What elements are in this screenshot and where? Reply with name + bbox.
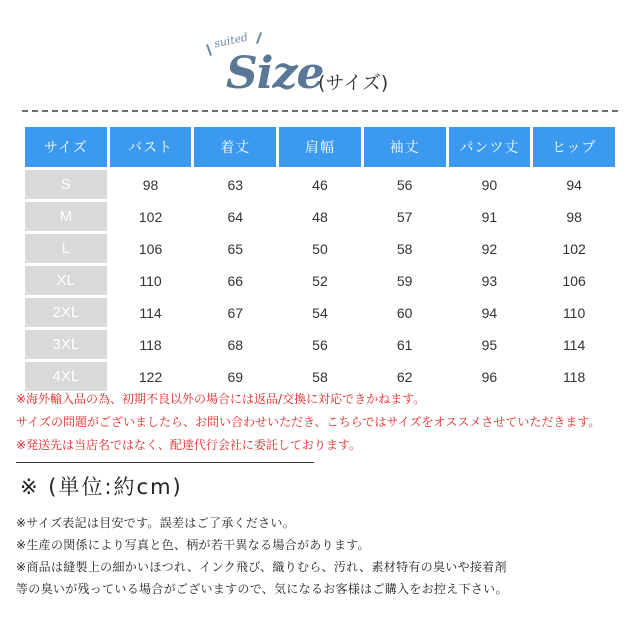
size-title: Size [226,48,324,99]
note-size-consultation: サイズの問題がございましたら、お問い合わせいただき、こちらではサイズをオススメさせていただきます。 [16,415,601,429]
table-cell: 102 [138,208,163,225]
table-cell: 56 [312,336,328,353]
size-cell: 2XL [25,298,107,327]
note-return-policy: ※海外輸入品の為、初期不良以外の場合には返品/交換に対応できかねます。 [16,392,426,406]
table-cell: 122 [138,368,163,385]
size-subtitle: (サイズ) [318,72,389,94]
table-cell: 102 [562,240,586,257]
header-bust: バスト [110,127,192,167]
table-cell: 67 [227,304,244,321]
table-cell: 61 [396,336,413,353]
table-cell: 106 [562,272,586,289]
table-row [25,298,615,327]
header-sleeve: 袖丈 [364,127,446,167]
table-cell: 114 [139,304,162,321]
table-cell: 110 [562,304,586,321]
table-cell: 93 [481,272,498,289]
table-cell: 118 [562,368,586,385]
table-row [25,234,615,263]
table-cell: 54 [312,304,328,321]
unit-label: ※ (単位:約cm) [20,475,183,499]
suited-tagline: suited [213,30,250,51]
note-shipping: ※発送先は当店名ではなく、配達代行会社に委託しております。 [16,438,361,452]
size-cell: L [25,234,107,263]
table-row [25,266,615,295]
section-divider [16,462,314,463]
table-cell: 58 [312,368,328,385]
table-cell: 46 [312,176,328,193]
table-cell: 68 [227,336,244,353]
table-cell: 91 [481,208,498,225]
table-cell: 106 [138,240,163,257]
size-cell: 3XL [25,330,107,359]
table-cell: 56 [396,176,413,193]
header-hip: ヒップ [533,127,615,167]
decor-slash-right [256,32,262,44]
size-cell: XL [25,266,107,295]
table-cell: 65 [227,240,244,257]
table-cell: 57 [396,208,413,225]
note-odor: 等の臭いが残っている場合がございますので、気になるお客様はご購入をお控え下さい。 [16,582,508,596]
table-cell: 94 [566,176,582,193]
note-size-guide: ※サイズ表記は目安です。誤差はご了承ください。 [16,516,296,530]
red-notes [16,388,628,457]
table-cell: 90 [481,176,498,193]
table-cell: 114 [562,336,586,353]
dashed-divider [22,110,618,112]
table-cell: 52 [312,272,328,289]
table-cell: 63 [227,176,244,193]
header-size: サイズ [25,127,107,167]
table-cell: 94 [481,304,498,321]
table-row [25,362,615,391]
table-cell: 59 [396,272,413,289]
table-row [25,202,615,231]
table-cell: 96 [481,368,498,385]
table-cell: 58 [396,240,413,257]
table-cell: 98 [566,208,582,225]
size-cell: 4XL [25,362,107,391]
table-cell: 98 [142,176,159,193]
table-row [25,330,615,359]
note-color-difference: ※生産の関係により写真と色、柄が若干異なる場合があります。 [16,538,370,552]
table-cell: 62 [396,368,413,385]
size-cell: M [25,202,107,231]
table-cell: 64 [227,208,244,225]
header-shoulder: 肩幅 [279,127,361,167]
header-pants-length: パンツ丈 [449,127,531,167]
header-length: 着丈 [194,127,276,167]
table-cell: 92 [481,240,498,257]
table-cell: 50 [312,240,328,257]
note-product-defects: ※商品は縫製上の細かいほつれ、インク飛び、織りむら、汚れ、素材特有の臭いや接着剤 [16,560,507,574]
table-cell: 69 [227,368,244,385]
table-cell: 110 [139,272,162,289]
table-cell: 60 [396,304,413,321]
table-cell: 66 [227,272,244,289]
size-table [22,124,618,394]
decor-slash-left [206,44,212,56]
table-header-row [25,127,615,167]
table-cell: 118 [139,336,162,353]
table-row [25,170,615,199]
table-cell: 48 [312,208,328,225]
size-header [0,30,640,100]
table-cell: 95 [481,336,498,353]
size-cell: S [25,170,107,199]
black-notes [16,512,628,600]
